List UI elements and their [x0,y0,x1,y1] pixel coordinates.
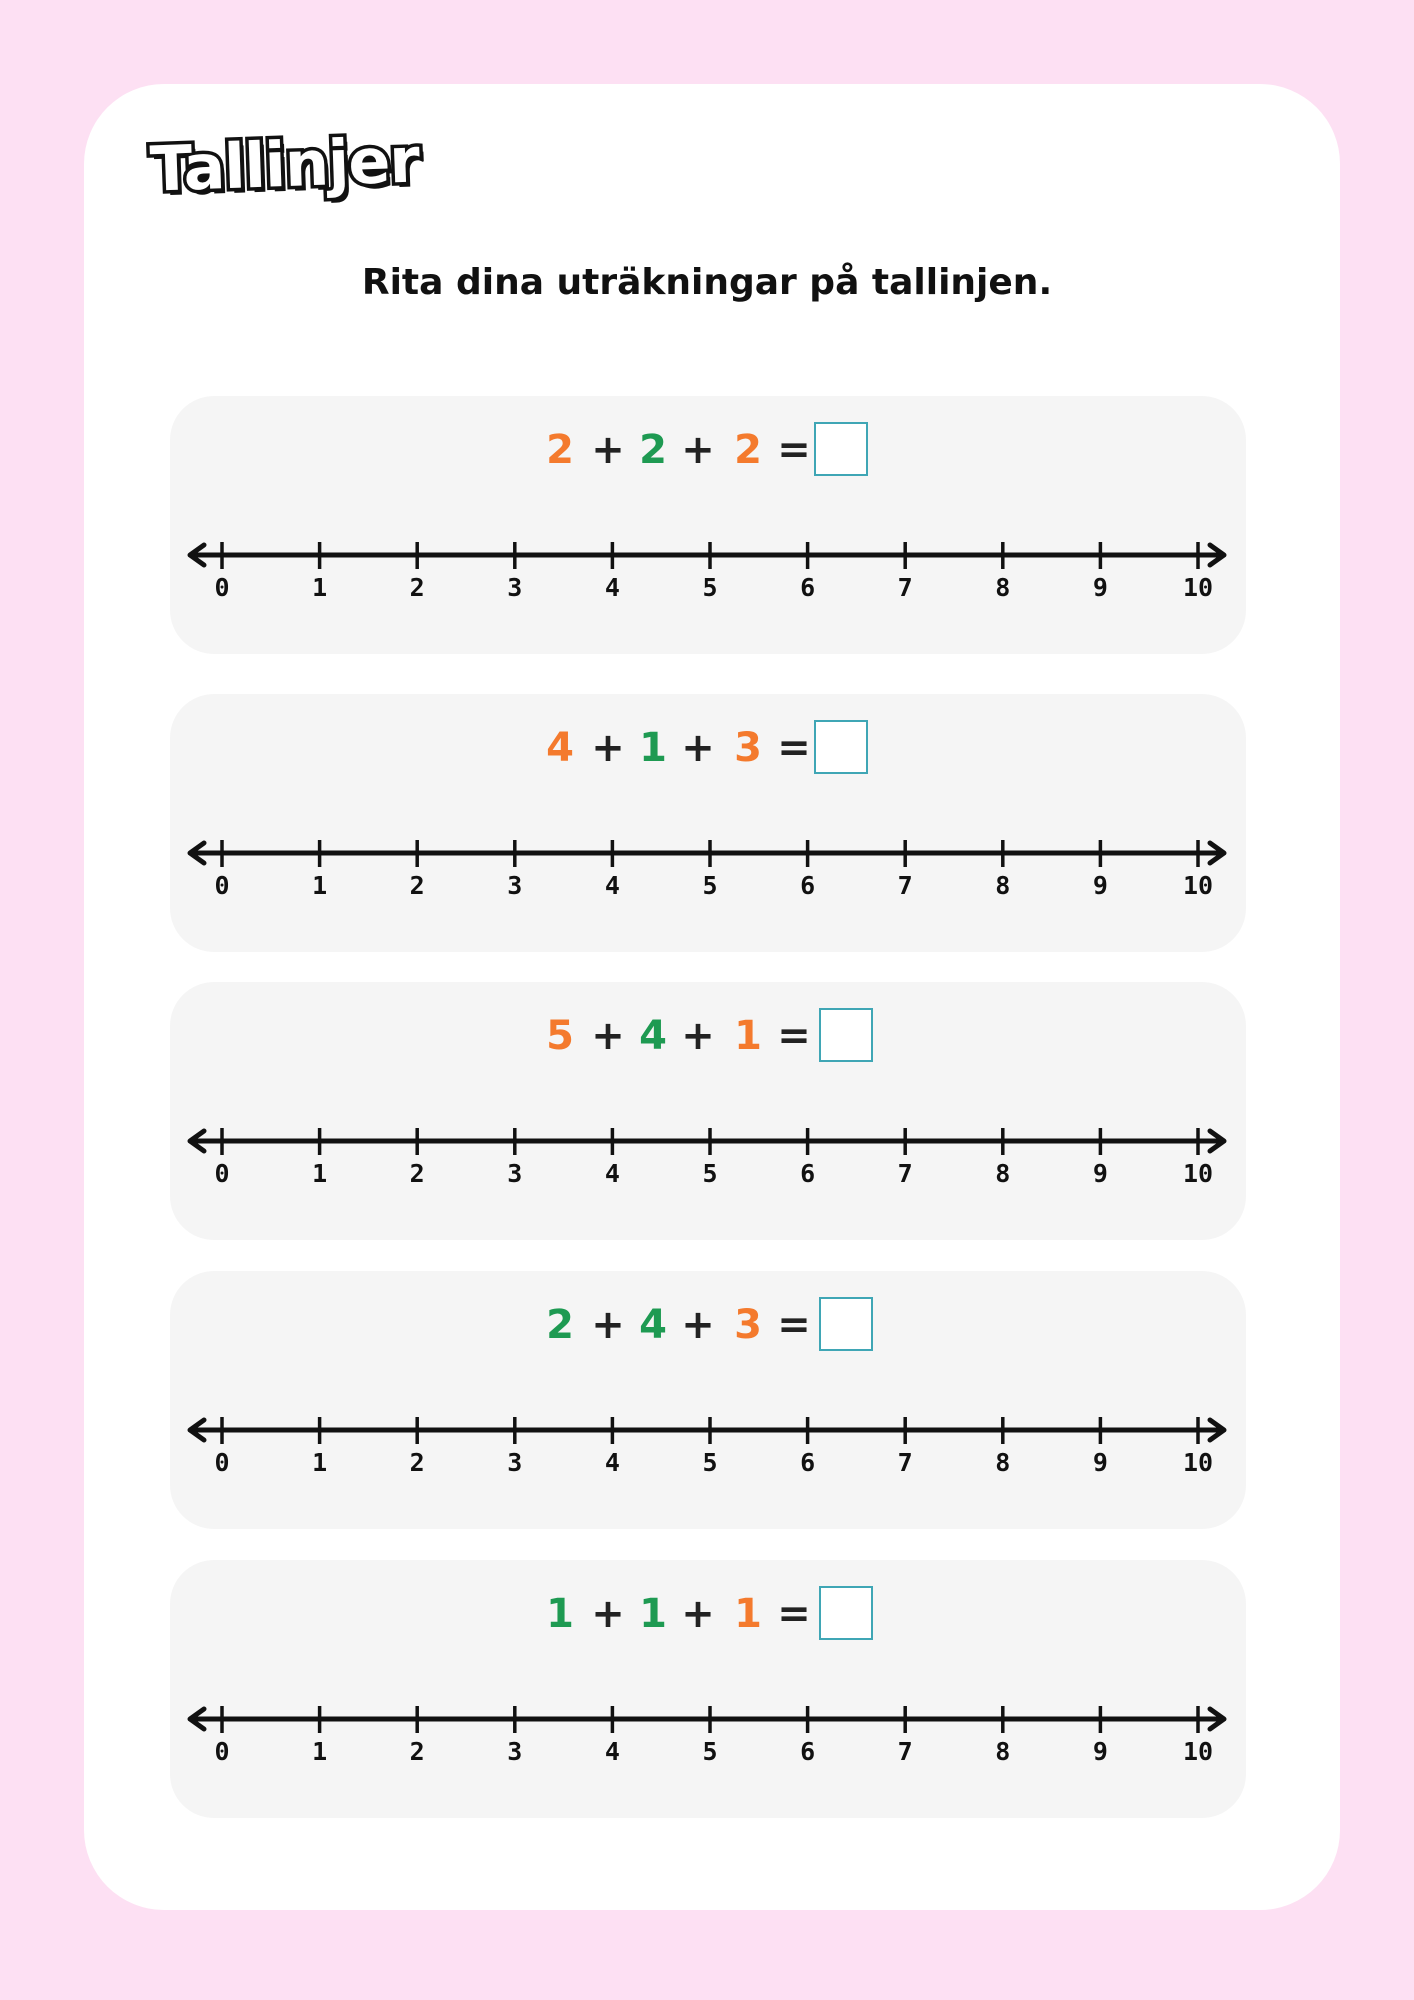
tick-label: 0 [214,871,230,900]
worksheet-title: Tallinjer [148,123,421,206]
tick-label: 2 [409,1159,425,1188]
equation [170,1295,1246,1355]
tick-label: 3 [507,871,523,900]
tick-label: 10 [1182,573,1214,602]
answer-box[interactable] [819,1297,873,1351]
tick-label: 9 [1092,1737,1108,1766]
exercise-panel [170,694,1246,952]
answer-box[interactable] [819,1586,873,1640]
tick-label: 1 [312,1737,328,1766]
tick-label: 7 [897,871,913,900]
tick-label: 2 [409,1448,425,1477]
tick-label: 6 [800,1737,816,1766]
addend: 2 [639,427,667,473]
plus-sign: + [681,1013,715,1059]
tick-label: 2 [409,871,425,900]
addend: 2 [546,427,574,473]
answer-box[interactable] [814,422,868,476]
equation [170,1584,1246,1644]
tick-label: 4 [604,1448,620,1477]
addend: 1 [639,1591,667,1637]
number-line [170,1417,1246,1497]
equals-sign: = [777,427,811,473]
tick-label: 6 [800,1159,816,1188]
tick-label: 4 [604,1737,620,1766]
tick-label: 3 [507,1159,523,1188]
tick-label: 0 [214,573,230,602]
addend: 5 [546,1013,574,1059]
tick-label: 0 [214,1159,230,1188]
plus-sign: + [591,1013,625,1059]
tick-label: 6 [800,871,816,900]
tick-label: 9 [1092,871,1108,900]
equals-sign: = [777,725,811,771]
tick-label: 9 [1092,1448,1108,1477]
tick-label: 1 [312,1159,328,1188]
plus-sign: + [681,1591,715,1637]
answer-box[interactable] [814,720,868,774]
number-line [170,542,1246,622]
number-line [170,1706,1246,1786]
tick-label: 0 [214,1737,230,1766]
tick-label: 7 [897,1737,913,1766]
plus-sign: + [591,1302,625,1348]
addend: 4 [639,1013,667,1059]
tick-label: 5 [702,1448,718,1477]
equation [170,1006,1246,1066]
tick-label: 4 [604,573,620,602]
tick-label: 10 [1182,1737,1214,1766]
addend: 3 [734,725,762,771]
plus-sign: + [681,427,715,473]
equation [170,718,1246,778]
plus-sign: + [681,725,715,771]
tick-label: 0 [214,1448,230,1477]
tick-label: 3 [507,573,523,602]
tick-label: 9 [1092,1159,1108,1188]
equals-sign: = [777,1013,811,1059]
number-line [170,840,1246,920]
tick-label: 8 [995,1159,1011,1188]
exercise-panel [170,1560,1246,1818]
tick-label: 10 [1182,871,1214,900]
addend: 4 [546,725,574,771]
addend: 3 [734,1302,762,1348]
tick-label: 1 [312,573,328,602]
exercise-panel [170,1271,1246,1529]
tick-label: 3 [507,1448,523,1477]
equals-sign: = [777,1302,811,1348]
tick-label: 6 [800,1448,816,1477]
tick-label: 9 [1092,573,1108,602]
instruction-text: Rita dina uträkningar på tallinjen. [361,262,1053,303]
tick-label: 8 [995,1448,1011,1477]
tick-label: 7 [897,573,913,602]
tick-label: 1 [312,1448,328,1477]
tick-label: 10 [1182,1448,1214,1477]
tick-label: 8 [995,573,1011,602]
addend: 4 [639,1302,667,1348]
plus-sign: + [681,1302,715,1348]
tick-label: 4 [604,871,620,900]
equation [170,420,1246,480]
addend: 1 [734,1591,762,1637]
tick-label: 10 [1182,1159,1214,1188]
tick-label: 5 [702,573,718,602]
plus-sign: + [591,725,625,771]
addend: 2 [546,1302,574,1348]
addend: 1 [546,1591,574,1637]
tick-label: 7 [897,1448,913,1477]
tick-label: 3 [507,1737,523,1766]
answer-box[interactable] [819,1008,873,1062]
addend: 1 [734,1013,762,1059]
tick-label: 6 [800,573,816,602]
plus-sign: + [591,1591,625,1637]
tick-label: 2 [409,1737,425,1766]
tick-label: 2 [409,573,425,602]
addend: 2 [734,427,762,473]
tick-label: 8 [995,871,1011,900]
tick-label: 8 [995,1737,1011,1766]
plus-sign: + [591,427,625,473]
tick-label: 5 [702,871,718,900]
equals-sign: = [777,1591,811,1637]
addend: 1 [639,725,667,771]
tick-label: 4 [604,1159,620,1188]
tick-label: 7 [897,1159,913,1188]
tick-label: 1 [312,871,328,900]
tick-label: 5 [702,1159,718,1188]
number-line [170,1128,1246,1208]
tick-label: 5 [702,1737,718,1766]
exercise-panel [170,396,1246,654]
exercise-panel [170,982,1246,1240]
